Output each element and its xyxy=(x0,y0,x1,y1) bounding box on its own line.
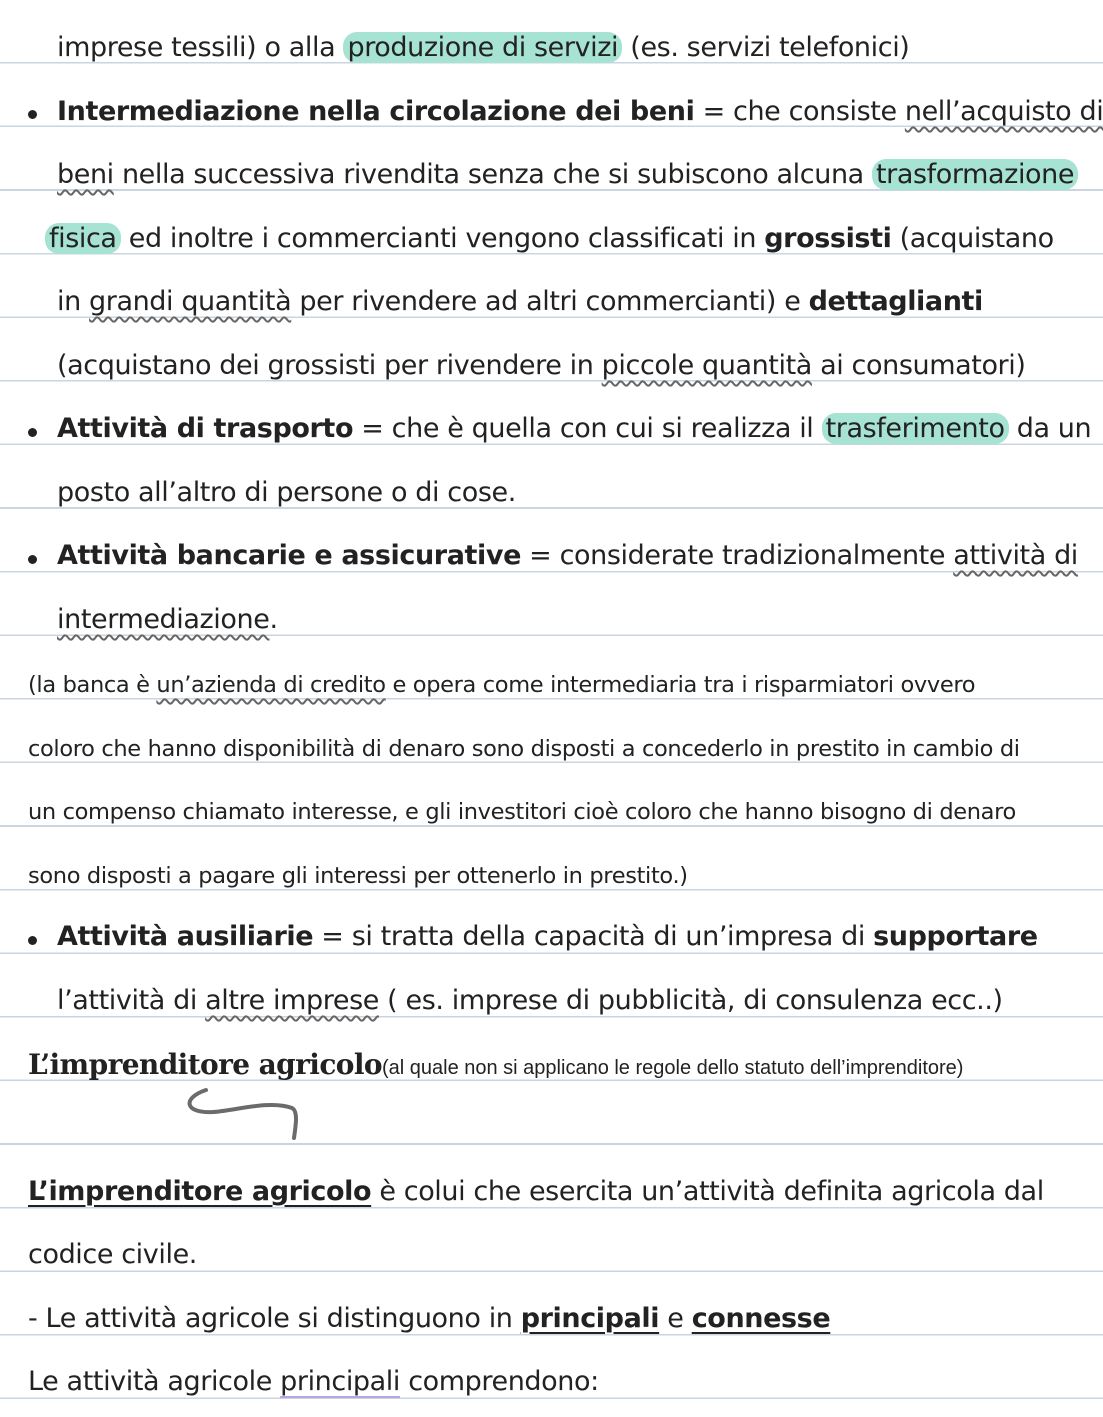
underlined-text: nell’acquisto di xyxy=(904,96,1103,127)
paren-line-2 xyxy=(28,731,1020,767)
text: nella successiva rivendita senza che si subiscono alcuna xyxy=(113,159,872,190)
bullet-icon xyxy=(28,936,37,945)
squiggle-doodle xyxy=(180,1084,305,1144)
last-line xyxy=(28,1364,599,1400)
text: - Le attività agricole si distinguono in xyxy=(28,1303,521,1334)
paren-line-1 xyxy=(28,667,975,703)
bold-term: L’imprenditore agricolo xyxy=(28,1176,372,1207)
underlined-text: principali xyxy=(280,1366,401,1397)
text: e opera come intermediaria tra i risparmiatori ovvero xyxy=(385,672,976,698)
heading-title: L’imprenditore agricolo xyxy=(28,1048,382,1081)
bold-term: Attività bancarie e assicurative xyxy=(57,540,521,571)
text-line xyxy=(45,221,1054,257)
highlight: trasferimento xyxy=(822,413,1009,444)
text: = che consiste xyxy=(694,96,905,127)
highlight: trasformazione xyxy=(872,159,1078,190)
text: ed inoltre i commercianti vengono classificati in xyxy=(120,223,765,254)
paren-line-4 xyxy=(28,858,688,894)
bold-term: principali xyxy=(520,1303,660,1334)
bullet-intermediazione xyxy=(57,94,1103,130)
underlined-text: altre imprese xyxy=(205,985,379,1016)
text: . xyxy=(269,604,278,635)
bullet-trasporto xyxy=(57,411,1091,447)
highlight: fisica xyxy=(45,223,121,254)
text-line xyxy=(57,983,1003,1019)
bold-term: supportare xyxy=(873,921,1038,952)
text: per rivendere ad altri commercianti) e xyxy=(291,286,809,317)
text: l’attività di xyxy=(57,985,206,1016)
underlined-text: intermediazione xyxy=(57,604,270,635)
bold-term: Attività di trasporto xyxy=(57,413,354,444)
text: ( es. imprese di pubblicità, di consulenza ecc..) xyxy=(379,985,1003,1016)
text: (acquistano xyxy=(891,223,1054,254)
definition-line-1 xyxy=(28,1174,1044,1210)
text: = che è quella con cui si realizza il xyxy=(353,413,822,444)
paren-line-3 xyxy=(28,794,1016,830)
text: (acquistano dei grossisti per rivendere in xyxy=(57,350,602,381)
text: coloro che hanno disponibilità di denaro sono disposti a concederlo in prestito in cambio di xyxy=(28,736,1020,762)
bold-term: Attività ausiliarie xyxy=(57,921,314,952)
text: = si tratta della capacità di un’impresa di xyxy=(313,921,874,952)
text: posto all’altro di persone o di cose. xyxy=(57,477,516,508)
bold-term: connesse xyxy=(691,1303,831,1334)
bullet-icon xyxy=(28,428,37,437)
text: Le attività agricole xyxy=(28,1366,281,1397)
text: = considerate tradizionalmente xyxy=(521,540,954,571)
text-line xyxy=(57,602,278,638)
bullet-ausiliarie xyxy=(57,919,1038,955)
text: un compenso chiamato interesse, e gli investitori cioè coloro che hanno bisogno di denaro xyxy=(28,799,1016,825)
text-line xyxy=(57,284,983,320)
text: codice civile. xyxy=(28,1239,197,1270)
text: è colui che esercita un’attività definita agricola dal xyxy=(371,1176,1044,1207)
underlined-text: attività di xyxy=(953,540,1078,571)
underlined-text: un’azienda di credito xyxy=(156,672,386,698)
section-heading xyxy=(28,1047,963,1086)
text: imprese tessili) o alla xyxy=(57,32,344,63)
highlight: produzione di servizi xyxy=(343,32,622,63)
bullet-bancarie xyxy=(57,538,1078,574)
text: (la banca è xyxy=(28,672,157,698)
bold-term: dettaglianti xyxy=(808,286,983,317)
heading-note: (al quale non si applicano le regole dello statuto dell’imprenditore) xyxy=(381,1057,964,1079)
text: ai consumatori) xyxy=(811,350,1026,381)
text: (es. servizi telefonici) xyxy=(622,32,910,63)
text-line xyxy=(57,348,1026,384)
underlined-text: beni xyxy=(57,159,114,190)
underlined-text: grandi quantità xyxy=(89,286,292,317)
text-line xyxy=(57,475,516,511)
definition-line-2 xyxy=(28,1237,197,1273)
text: e xyxy=(659,1303,692,1334)
underlined-text: piccole quantità xyxy=(601,350,812,381)
text-line-1 xyxy=(57,30,909,66)
bold-term: grossisti xyxy=(764,223,892,254)
dash-line xyxy=(28,1301,830,1337)
text: da un xyxy=(1008,413,1092,444)
text: sono disposti a pagare gli interessi per ottenerlo in prestito.) xyxy=(28,863,688,889)
text: in xyxy=(57,286,89,317)
bullet-icon xyxy=(28,555,37,564)
text: comprendono: xyxy=(400,1366,599,1397)
bullet-icon xyxy=(28,110,37,119)
bold-term: Intermediazione nella circolazione dei beni xyxy=(57,96,695,127)
text-line xyxy=(57,157,1078,193)
